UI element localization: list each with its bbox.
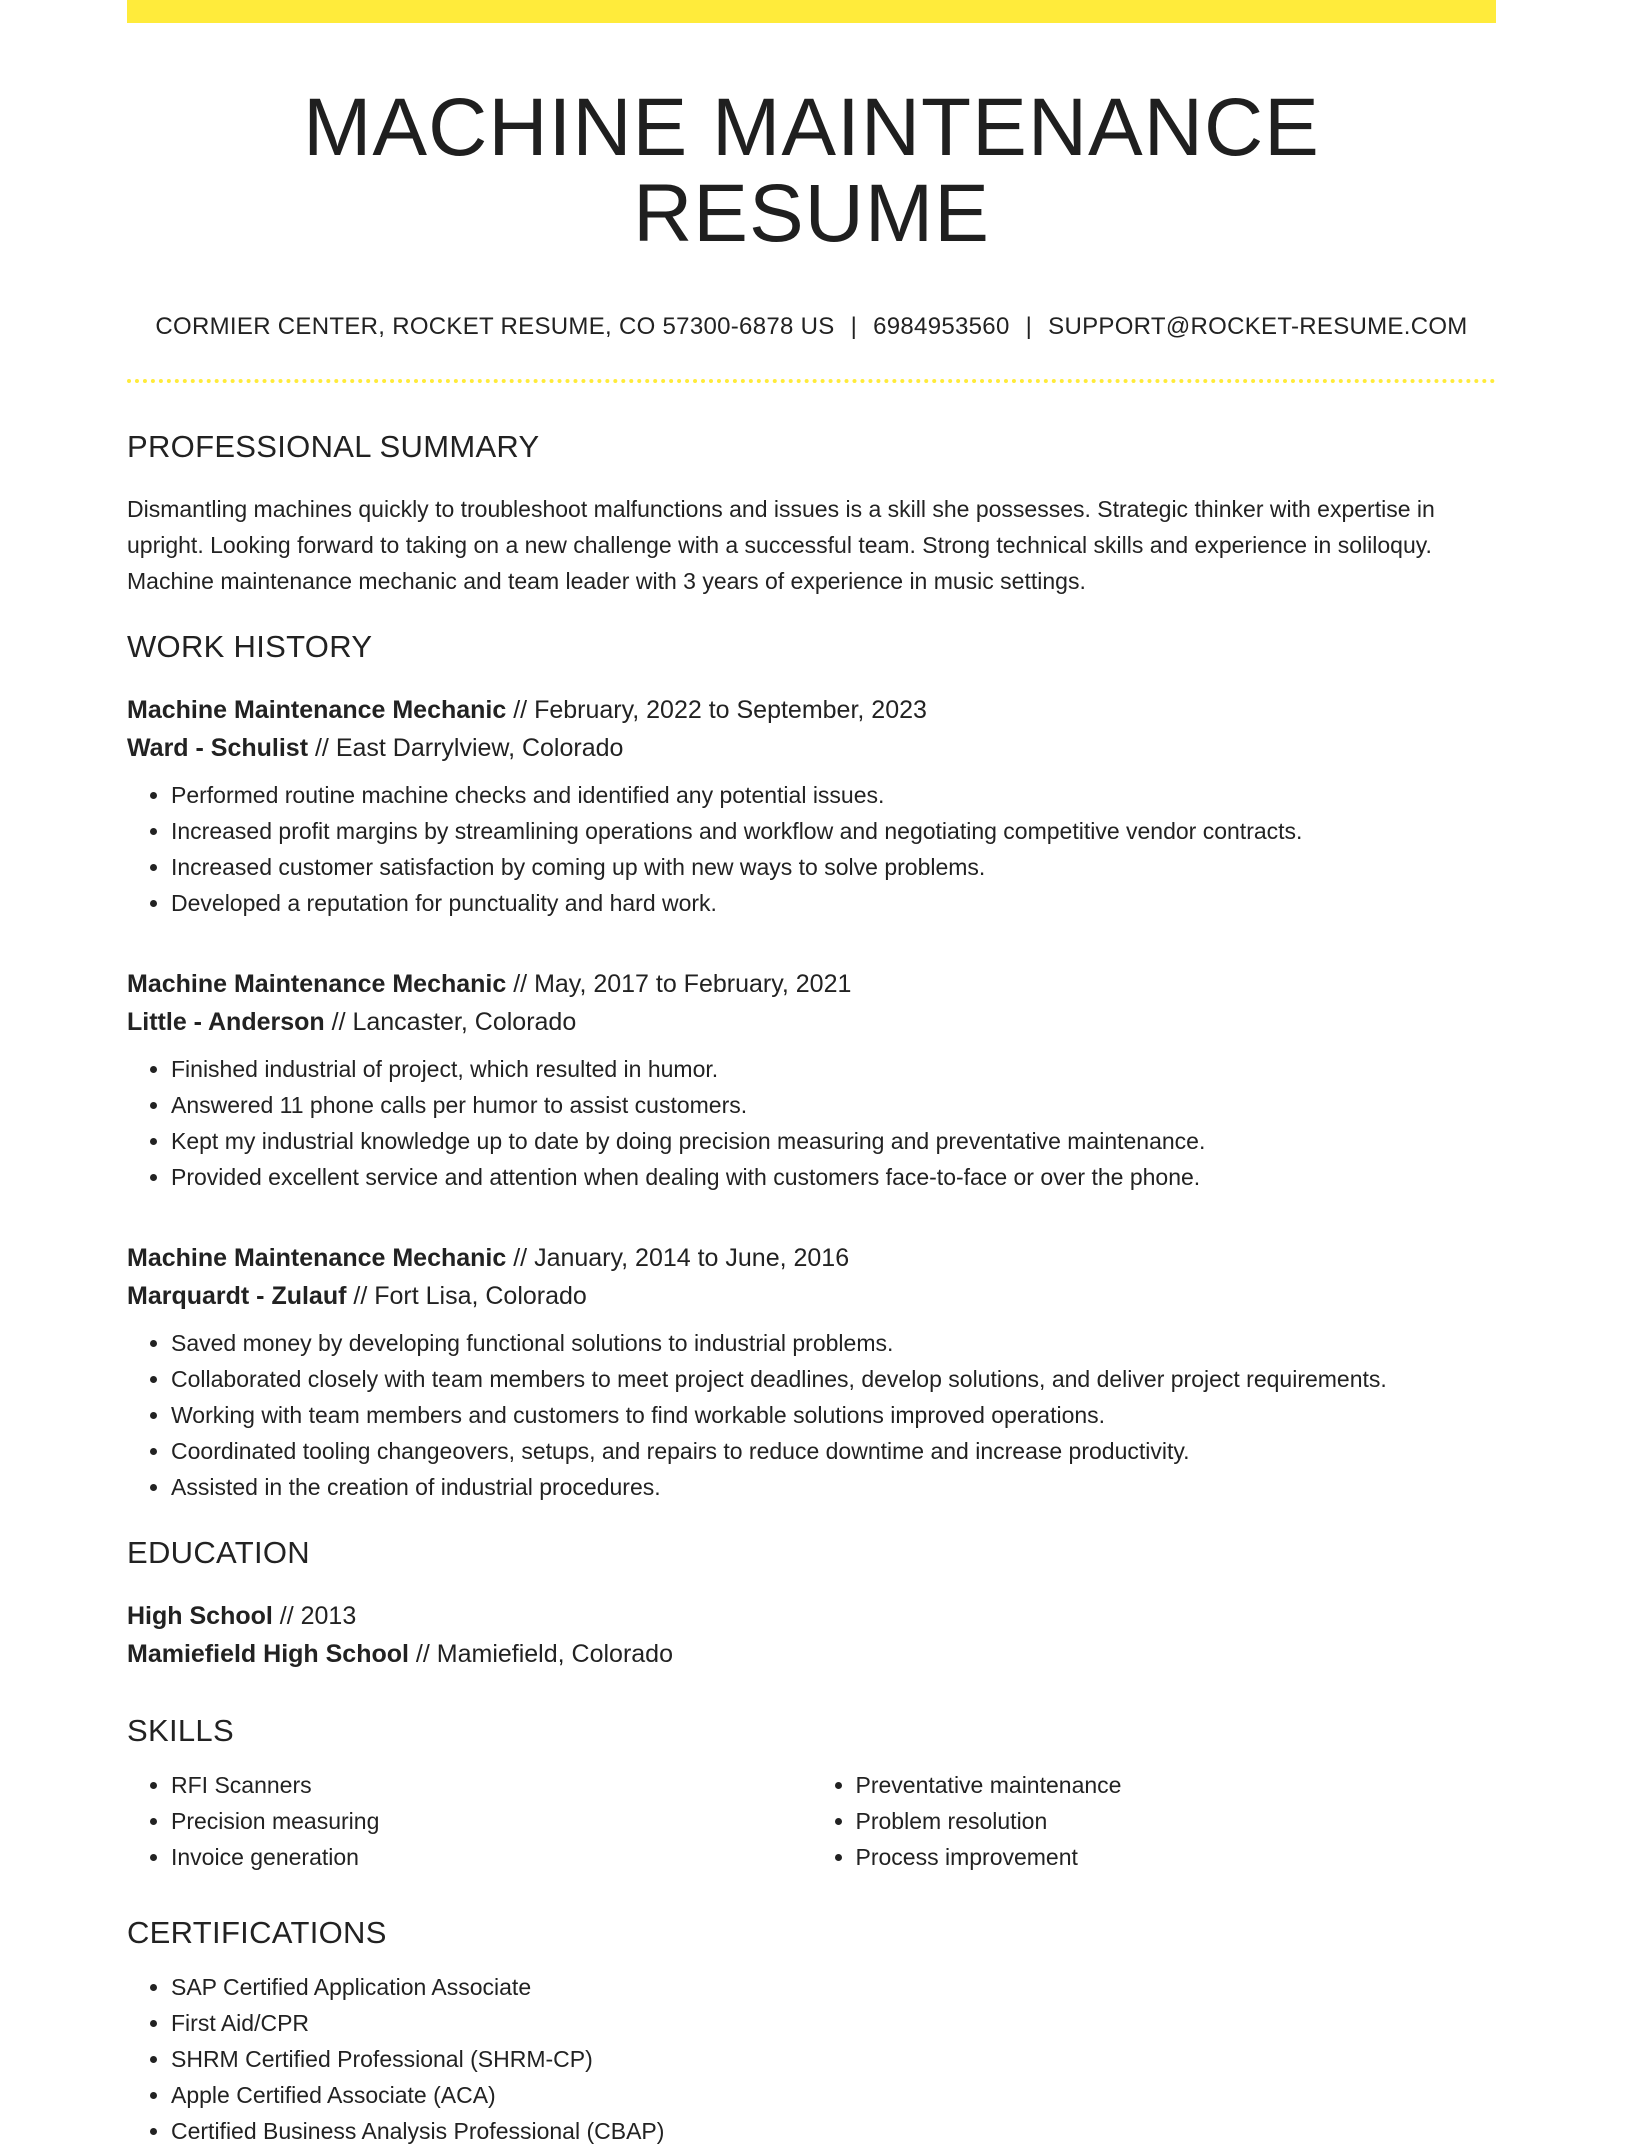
contact-separator: | xyxy=(1025,313,1033,341)
summary-section xyxy=(127,429,1496,599)
contact-line xyxy=(127,313,1496,341)
list-item: • Coordinated tooling changeovers, setups, and repairs to reduce downtime and increase productivity. xyxy=(171,1433,1496,1469)
list-item: • Working with team members and customers to find workable solutions improved operations. xyxy=(171,1397,1496,1433)
job-company-line xyxy=(127,1277,1496,1315)
skills-columns xyxy=(127,1767,1496,1875)
list-item: • Kept my industrial knowledge up to date by doing precision measuring and preventative maintenance. xyxy=(171,1123,1496,1159)
list-item: • SAP Certified Application Associate xyxy=(171,1969,1496,2005)
contact-email: SUPPORT@ROCKET-RESUME.COM xyxy=(1048,313,1468,341)
job-company-line xyxy=(127,1003,1496,1041)
list-item: • Increased customer satisfaction by coming up with new ways to solve problems. xyxy=(171,849,1496,885)
work-history-heading: WORK HISTORY xyxy=(127,629,373,665)
job-title: Machine Maintenance Mechanic xyxy=(127,1244,507,1273)
education-heading: EDUCATION xyxy=(127,1535,310,1571)
job-title-line xyxy=(127,691,1496,729)
contact-phone: 6984953560 xyxy=(873,313,1010,341)
list-item: • Assisted in the creation of industrial procedures. xyxy=(171,1469,1496,1505)
job-company: Little - Anderson xyxy=(127,1008,325,1037)
resume-page xyxy=(127,0,1496,2149)
certifications-list xyxy=(127,1969,1496,2149)
summary-text: Dismantling machines quickly to troubleshoot malfunctions and issues is a skill she possesses. Strategic thinker with expertise in upright. Looking forward to taking on a new challenge with a successful team. Strong technical skills and experience in soliloquy. Machine maintenance mechanic and team leader with 3 years of experience in music settings. xyxy=(127,496,1435,595)
list-item: • SHRM Certified Professional (SHRM-CP) xyxy=(171,2041,1496,2077)
job-location: // Fort Lisa, Colorado xyxy=(346,1282,587,1311)
job-bullets xyxy=(127,1051,1496,1195)
job-company: Marquardt - Zulauf xyxy=(127,1282,347,1311)
dotted-divider xyxy=(127,379,1496,383)
work-history-section xyxy=(127,629,1496,1505)
job-title: Machine Maintenance Mechanic xyxy=(127,970,507,999)
education-year: // 2013 xyxy=(272,1602,357,1631)
contact-separator: | xyxy=(850,313,858,341)
education-section xyxy=(127,1535,1496,1673)
job-entry xyxy=(127,965,1496,1195)
skills-right-list xyxy=(812,1767,1497,1875)
job-company: Ward - Schulist xyxy=(127,734,309,763)
list-item: • Process improvement xyxy=(856,1839,1497,1875)
list-item: • Certified Business Analysis Professional (CBAP) xyxy=(171,2113,1496,2149)
list-item: • Collaborated closely with team members to meet project deadlines, develop solutions, and deliver project requirements. xyxy=(171,1361,1496,1397)
certifications-section xyxy=(127,1915,1496,2149)
education-degree: High School xyxy=(127,1602,273,1631)
list-item: • Saved money by developing functional solutions to industrial problems. xyxy=(171,1325,1496,1361)
list-item: • Provided excellent service and attention when dealing with customers face-to-face or over the phone. xyxy=(171,1159,1496,1195)
list-item: • Finished industrial of project, which resulted in humor. xyxy=(171,1051,1496,1087)
skills-left-list xyxy=(127,1767,812,1875)
skills-heading: SKILLS xyxy=(127,1713,234,1749)
job-dates: // February, 2022 to September, 2023 xyxy=(506,696,927,725)
job-location: // Lancaster, Colorado xyxy=(324,1008,577,1037)
job-dates: // January, 2014 to June, 2016 xyxy=(506,1244,850,1273)
list-item: • Problem resolution xyxy=(856,1803,1497,1839)
list-item: • First Aid/CPR xyxy=(171,2005,1496,2041)
list-item: • Answered 11 phone calls per humor to assist customers. xyxy=(171,1087,1496,1123)
contact-address: CORMIER CENTER, ROCKET RESUME, CO 57300-6878 US xyxy=(155,313,835,341)
list-item: • Developed a reputation for punctuality and hard work. xyxy=(171,885,1496,921)
certifications-heading: CERTIFICATIONS xyxy=(127,1915,387,1951)
list-item: • RFI Scanners xyxy=(171,1767,812,1803)
accent-top-bar xyxy=(127,0,1496,23)
list-item: • Precision measuring xyxy=(171,1803,812,1839)
education-school: Mamiefield High School xyxy=(127,1640,409,1669)
summary-heading: PROFESSIONAL SUMMARY xyxy=(127,429,540,465)
job-entry xyxy=(127,1239,1496,1505)
education-school-line xyxy=(127,1635,1496,1673)
list-item: • Increased profit margins by streamlining operations and workflow and negotiating competitive vendor contracts. xyxy=(171,813,1496,849)
job-location: // East Darrylview, Colorado xyxy=(308,734,624,763)
resume-title: MACHINE MAINTENANCE RESUME xyxy=(303,82,1320,260)
job-title-line xyxy=(127,1239,1496,1277)
job-title: Machine Maintenance Mechanic xyxy=(127,696,507,725)
job-bullets xyxy=(127,1325,1496,1505)
job-bullets xyxy=(127,777,1496,921)
job-title-line xyxy=(127,965,1496,1003)
education-degree-line xyxy=(127,1597,1496,1635)
education-location: // Mamiefield, Colorado xyxy=(408,1640,673,1669)
list-item: • Invoice generation xyxy=(171,1839,812,1875)
list-item: • Performed routine machine checks and identified any potential issues. xyxy=(171,777,1496,813)
job-company-line xyxy=(127,729,1496,767)
list-item: • Apple Certified Associate (ACA) xyxy=(171,2077,1496,2113)
job-entry xyxy=(127,691,1496,921)
skills-section xyxy=(127,1713,1496,1875)
list-item: • Preventative maintenance xyxy=(856,1767,1497,1803)
job-dates: // May, 2017 to February, 2021 xyxy=(506,970,852,999)
